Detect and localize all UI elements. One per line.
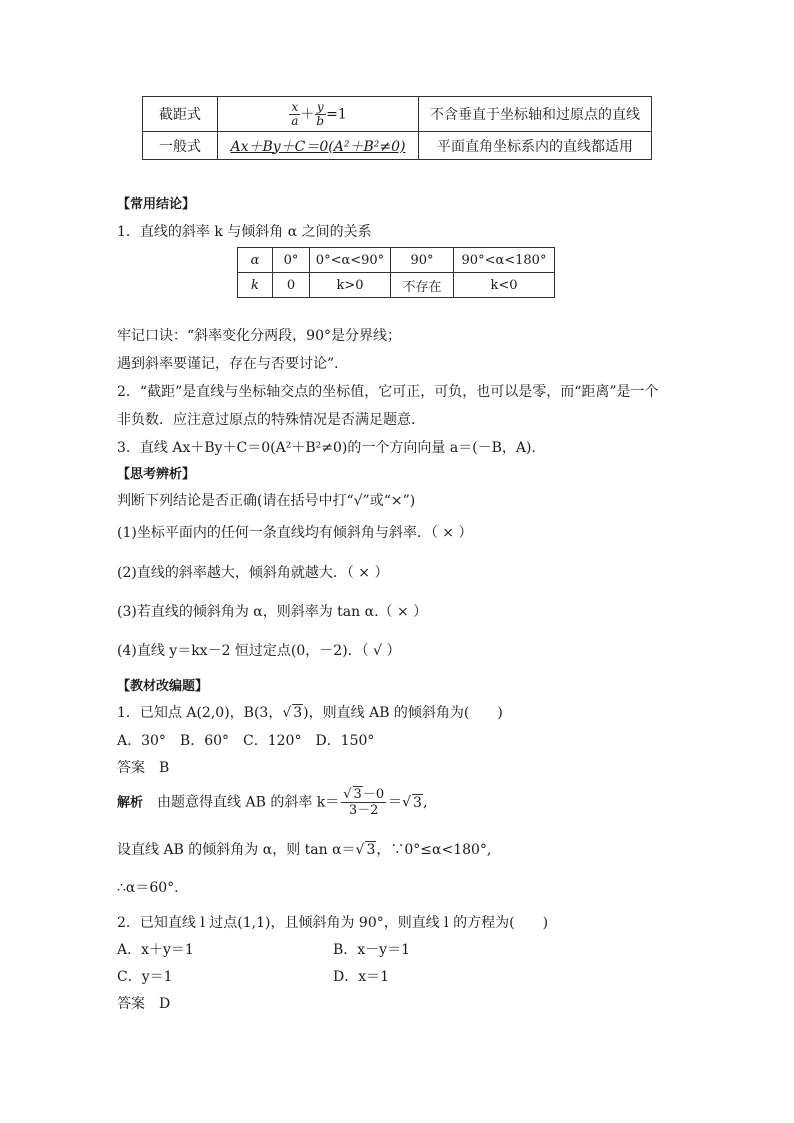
- question-2-option-d: D．x＝1: [333, 969, 390, 985]
- question-2-stem: 2．已知直线 l 过点(1,1)，且倾斜角为 90°，则直线 l 的方程为( ): [117, 915, 549, 931]
- conclusion-1-title: 1．直线的斜率 k 与倾斜角 α 之间的关系: [117, 224, 372, 240]
- slope-angle-table: [237, 247, 555, 298]
- form-formula: $\frac{x}{a}$ ＋ $\frac{y}{b}$ =1: [218, 97, 419, 132]
- section-heading-textbook: 【教材改编题】: [117, 679, 209, 694]
- section-heading-think: 【思考辨析】: [117, 467, 196, 482]
- question-1-answer: 答案 B: [117, 760, 170, 776]
- question-2-answer: 答案 D: [117, 996, 171, 1012]
- section-heading-common: 【常用结论】: [117, 197, 196, 212]
- form-scope: 不含垂直于坐标轴和过原点的直线: [419, 97, 652, 132]
- table-row: [143, 97, 652, 132]
- mnemonic-line-2: 遇到斜率要谨记，存在与否要讨论”．: [117, 356, 349, 372]
- table-row: α 0° 0°<α<90° 90° 90°<α<180°: [238, 248, 555, 273]
- table-row: k 0 k>0 不存在 k<0: [238, 273, 555, 298]
- form-scope: 平面直角坐标系内的直线都适用: [419, 132, 652, 160]
- mnemonic-line-1: 牢记口诀：“斜率变化分两段，90°是分界线；: [117, 328, 401, 344]
- judge-item-1: (1)坐标平面内的任何一条直线均有倾斜角与斜率．（ × ）: [117, 525, 473, 541]
- table-row: [143, 132, 652, 160]
- question-1-analysis-line-1: 解析 由题意得直线 AB 的斜率 k＝ $\frac{√ 3-0}{3-2}$ ＝√ 3,: [117, 787, 428, 818]
- question-2-option-c: C．y＝1: [117, 969, 173, 985]
- judge-intro: 判断下列结论是否正确(请在括号中打“√”或“×”): [117, 493, 416, 509]
- question-1-analysis-line-2: 设直线 AB 的倾斜角为 α，则 tan α＝√ 3，∵0°≤α<180°,: [117, 842, 492, 858]
- conclusion-2-line-2: 非负数．应注意过原点的特殊情况是否满足题意．: [117, 412, 425, 428]
- conclusion-3: 3．直线 Ax＋By＋C＝0(A²＋B²≠0)的一个方向向量 a＝(－B，A)．: [117, 440, 546, 456]
- question-2-option-a: A．x＋y＝1: [117, 942, 194, 958]
- conclusion-2-line-1: 2．“截距”是直线与坐标轴交点的坐标值，它可正，可负，也可以是零，而“距离”是一个: [117, 384, 659, 400]
- question-1-analysis-line-3: ∴α＝60°.: [117, 880, 179, 896]
- judge-item-2: (2)直线的斜率越大，倾斜角就越大．（ × ）: [117, 565, 389, 581]
- judge-item-4: (4)直线 y＝kx－2 恒过定点(0，－2)．（ √ ）: [117, 643, 401, 659]
- judge-item-3: (3)若直线的倾斜角为 α，则斜率为 tan α.（ × ）: [117, 604, 428, 620]
- line-forms-table: [142, 96, 652, 160]
- form-name: 截距式: [143, 97, 218, 132]
- question-2-option-b: B．x－y＝1: [333, 942, 410, 958]
- form-name: 一般式: [143, 132, 218, 160]
- form-formula: Ax＋By＋C＝0(A²＋B²≠0): [218, 132, 419, 160]
- question-1-stem: 1．已知点 A(2,0)，B(3，√ 3)，则直线 AB 的倾斜角为( ): [117, 705, 503, 721]
- question-1-options: A．30° B．60° C．120° D．150°: [117, 733, 375, 749]
